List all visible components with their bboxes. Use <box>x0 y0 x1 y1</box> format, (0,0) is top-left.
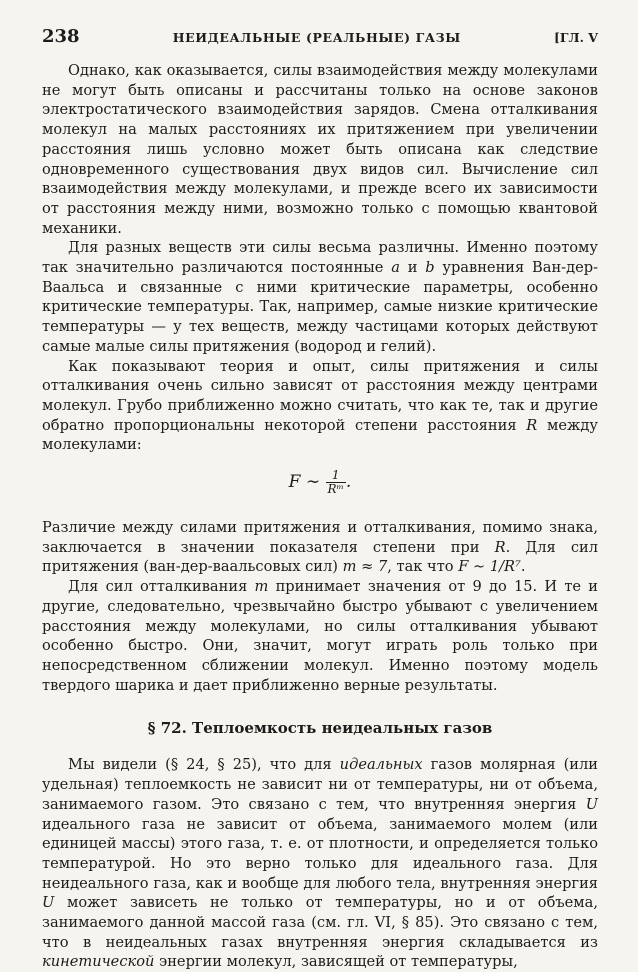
emphasis-ideal: идеальных <box>339 756 423 774</box>
paragraph-6-text-d: может зависеть не только от температуры, но и от объема, занимаемого данной массой газа (см. гл. VI, § 85). Это связано с тем, что в неидеальных газах внутренняя энергия складывается из <box>42 894 598 951</box>
constant-b: b <box>425 259 435 277</box>
paragraph-6 <box>42 755 598 972</box>
paragraph-2 <box>42 238 598 356</box>
running-title: НЕИДЕАЛЬНЫЕ (РЕАЛЬНЫЕ) ГАЗЫ <box>172 30 461 45</box>
page-number: 238 <box>42 26 80 47</box>
constant-a: a <box>391 259 400 277</box>
paragraph-6-text-c: идеального газа не зависит от объема, занимаемого молем (или единицей массы) этого газа, т. е. от плотности, и определяется только температурой. Но это верно только для идеального газа. Для неидеального газа, как и вообще для любого тела, внутренняя энергия <box>42 815 598 892</box>
paragraph-4-text-c: , так что <box>387 558 459 576</box>
paragraph-1: Однако, как оказывается, силы взаимодействия между молекулами не могут быть описаны и рассчитаны только на основе законов электростатического взаимодействия зарядов. Смена отталкивания молекул на малых расстояниях их притяжением при увеличении расстояния лишь условно может быть описана как следствие одновременного существования двух видов сил. Вычисление сил взаимодействия между молекулами, и прежде всего их зависимости от расстояния между ними, возможно только с помощью квантовой механики. <box>42 62 598 237</box>
paragraph-5-text-a: Для сил отталкивания <box>68 578 255 596</box>
paragraph-6-text-b: газов молярная (или удельная) теплоемкость не зависит ни от температуры, ни от объема, занимаемого газом. Это связано с тем, что внутренняя энергия <box>42 756 599 813</box>
paragraph-2-text-b: и <box>399 259 426 277</box>
paragraph-4-text-b: . Для сил притяжения (ван-дер-ваальсовых сил) <box>42 538 598 576</box>
paragraph-6-text-e: энергии молекул, зависящей от температуры, <box>154 953 518 971</box>
expression-m-approx: m ≈ 7 <box>342 558 388 576</box>
formula-end: . <box>345 472 352 493</box>
paragraph-4 <box>42 518 598 577</box>
variable-m: m <box>254 578 269 596</box>
formula <box>42 469 598 496</box>
paragraph-5 <box>42 577 598 695</box>
formula-denominator: Rᵐ <box>327 482 344 497</box>
running-head <box>42 26 598 47</box>
book-page <box>42 26 598 972</box>
paragraph-3 <box>42 357 598 456</box>
paragraph-5-text-b: принимает значения от 9 до 15. И те и другие, следовательно, чрезвычайно быстро убывают с увеличением расстояния между молекулами, но силы отталкивания убывают особенно быстро. Они, значит, могут играть роль только при непосредственном сближении молекул. Именно поэтому модель твердого шарика и дает приближенно верные результаты. <box>42 578 598 694</box>
chapter-ref: [ГЛ. V <box>553 30 598 45</box>
formula-fraction <box>326 469 346 496</box>
paragraph-3-text-a: Как показывают теория и опыт, силы притяжения и силы отталкивания очень сильно зависят от расстояния между центрами молекул. Грубо приближенно можно считать, что как те, так и другие обратно пропорциональны некоторой степени расстояния <box>42 357 598 434</box>
paragraph-3-text-b: между молекулами: <box>42 416 599 454</box>
paragraph-2-text-a: Для разных веществ эти силы весьма различны. Именно поэтому так значительно различаются постоянные <box>42 239 598 277</box>
expression-force: F ∼ 1/R⁷ <box>458 558 521 576</box>
paragraph-2-text-c: уравнения Ван-дер-Ваальса и связанные с ними критические параметры, особенно критические температуры. Так, например, самые низкие критические температуры — у тех веществ, между частицами которых действуют самые малые силы притяжения (водород и гелий). <box>42 259 598 355</box>
variable-R-2: R <box>494 538 506 556</box>
variable-R: R <box>526 416 538 434</box>
paragraph-4-text-a: Различие между силами притяжения и отталкивания, помимо знака, заключается в значении показателя степени при <box>42 519 598 556</box>
paragraph-6-text-a: Мы видели (§ 24, § 25), что для <box>68 756 340 774</box>
formula-numerator: 1 <box>326 469 346 483</box>
variable-U-1: U <box>585 795 598 813</box>
variable-U-2: U <box>42 894 55 912</box>
formula-lhs: F ∼ <box>288 472 321 493</box>
paragraph-4-text-d: . <box>520 558 526 576</box>
emphasis-kinetic: кинетической <box>42 953 155 971</box>
section-heading: § 72. Теплоемкость неидеальных газов <box>147 719 493 738</box>
